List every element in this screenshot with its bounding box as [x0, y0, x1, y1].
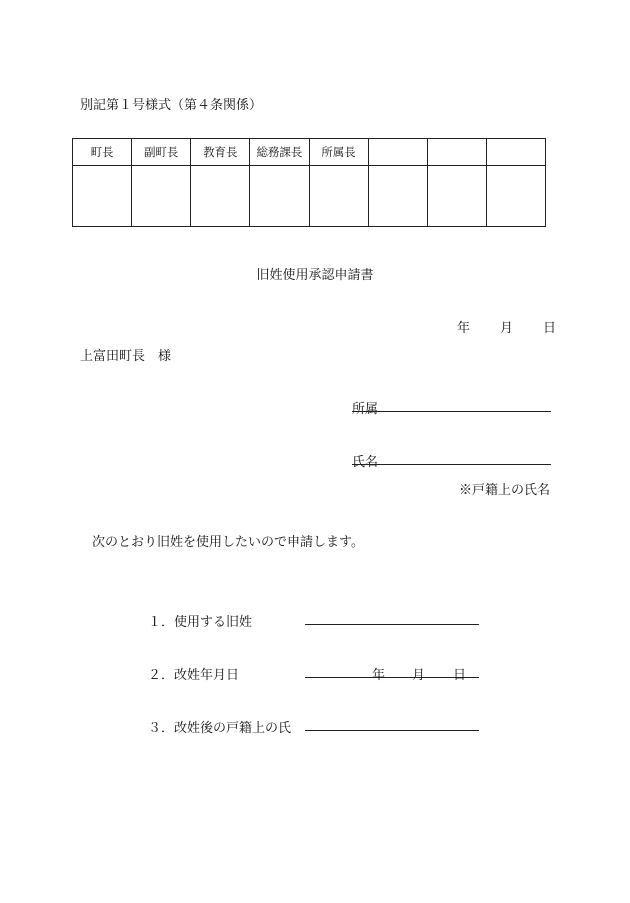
seal-cell[interactable]: [427, 166, 486, 227]
change-date-day-label: 日: [453, 668, 467, 683]
seal-cell[interactable]: [132, 166, 191, 227]
name-label: 氏名: [352, 455, 379, 470]
seal-cell[interactable]: [368, 166, 427, 227]
date-year-label: 年: [457, 321, 471, 336]
seal-cell[interactable]: [309, 166, 368, 227]
approval-header-cell: 教育長: [191, 139, 250, 166]
document-title: 旧姓使用承認申請書: [256, 268, 374, 283]
former-surname-field[interactable]: [305, 624, 479, 625]
approval-header-cell: [427, 139, 486, 166]
item-registered-surname-label: ３．改姓後の戸籍上の氏: [148, 721, 292, 736]
change-date-year-label: 年: [372, 668, 386, 683]
seal-cell[interactable]: [486, 166, 545, 227]
approval-header-cell: 所属長: [309, 139, 368, 166]
affiliation-field[interactable]: [352, 411, 551, 412]
form-reference: 別記第１号様式（第４条関係）: [80, 98, 263, 113]
approval-header-cell: 総務課長: [250, 139, 309, 166]
application-date[interactable]: [457, 317, 556, 336]
approval-header-cell: [486, 139, 545, 166]
registered-surname-field[interactable]: [305, 730, 479, 731]
date-day-label: 日: [543, 321, 557, 336]
change-date-month-label: 月: [412, 668, 426, 683]
affiliation-label: 所属: [352, 402, 379, 417]
approval-seal-table: [72, 138, 546, 227]
application-statement: 次のとおり旧姓を使用したいので申請します。: [92, 535, 364, 550]
approval-header-cell: [368, 139, 427, 166]
item-name-change-date-label: ２．改姓年月日: [148, 668, 240, 683]
approval-header-cell: 副町長: [132, 139, 191, 166]
approval-header-row: [73, 139, 546, 166]
date-month-label: 月: [500, 321, 514, 336]
name-field[interactable]: [352, 464, 551, 465]
approval-seal-row: [73, 166, 546, 227]
seal-cell[interactable]: [191, 166, 250, 227]
name-note: ※戸籍上の氏名: [459, 483, 551, 498]
seal-cell[interactable]: [250, 166, 309, 227]
approval-header-cell: 町長: [73, 139, 132, 166]
seal-cell[interactable]: [73, 166, 132, 227]
addressee: 上富田町長 様: [80, 349, 172, 364]
item-former-surname-label: １．使用する旧姓: [148, 615, 253, 630]
